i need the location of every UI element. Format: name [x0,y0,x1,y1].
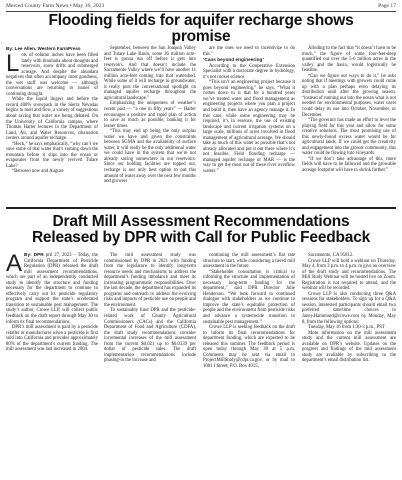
article2-headline-line1: Draft Mill Assessment Recommendations [52,213,350,230]
paragraph: “If we don’t take advantage of this, more fields will have to be fallowed and the growable acreage footprint will have to shrink further.” [302,156,396,174]
paragraph: continuing the mill assessment’s flat rate structure to start, while considering a tiered mill assessment in the future. [203,253,295,270]
paragraph: Crowe LLP will hold a webinar on Thursday, May 4, from 3 p.m. to 4 p.m. to give an overview of the draft study and recommendations. The Mill Study Webinar will be hosted live on Zoom. Registration is not required to attend, and the webinar will be recorded. [302,258,396,292]
paragraph-text: pril 27, 2023 – Today, the California Department of Pesticide Regulation (DPR) released the draft mill assessment recommendations, which are part of an independently conducted study to identify the structure and funding necessary for the department to continue to effectively carry out its pesticide regulatory program and support the state’s accelerated transition to sustainable pest management. The study’s author, Crowe LLP, will collect public feedback on the draft report through May 30 to inform its final recommendations. [6,253,98,325]
article1-column-2 [104,46,196,185]
article1-column-3 [203,46,295,175]
paragraph: More information on the mill assessment study and the current mill assessment are available on DPR’s website. Updates on the progress and findings of the mill assessment study are available by subscribing to the department’s email distribution list. [302,330,396,364]
paragraph: DPR’s mill assessment is paid by a pesticide retailer or manufacturer when a pesticide is first sold into California and provides approximately 80% of the department’s current funding. The mill assessment was last increased in 2004. [6,325,98,353]
paragraph: Crowe LLP is also conducting three Q&A sessions for stakeholders. To sign up for a Q&A session, interested participants should email two preferred date/time choices to Janey.Hammond@crowe.com by Monday, May 8, from the following options: [302,291,396,325]
paragraph: “This isn’t an engineering project because it goes beyond engineering,” he says. “What it comes down to is that for a hundred years we’ve treated water and flood management as engineering projects where you plan a project and build it, then have an agency manage it. In this case, while some engineering may be required, it’s in essence, the use of existing landscape and current irrigation systems on a large scale, millions of acres involved in flood management of agricultural acreage. We should take as much of this water as possible that’s not already allocated and put it out there where it’s not feasible. Field flooding recharge — managed aquifer recharge or MAR — is the way to get the most out of these river overflow waters.” [203,80,295,175]
paragraph: Alluding to the fact that “it doesn’t have to be much,” the figure of some four-feet-deep quantified out over the 5-6 million acres in the valley and the basin, would logistically be feasible. [302,46,396,74]
paragraph: While the liquid lingers and before the record 400% snowpack in the Sierra Nevadas begins to melt and flow, a variety of suggestions about saving that water are being debated. On the University of California campus, where Thomas Harter lectures in the Department of Land, Air, and Water Resources, discussion centers around aquifer recharge. [6,97,98,142]
paragraph [6,250,98,325]
drop-cap: L [6,50,20,77]
paragraph: “Stakeholder consultation is critical to informing the structure and implementation of necessary long-term funding for the department,” said DPR Director Julie Henderson. “We look forward to continued dialogue with stakeholders as we continue to improve the state’s equitable protection of people and the environment from pesticide risks and advance a systemwide transition to sustainable pest management.” [203,269,295,325]
page-number: Page 17 [378,3,396,9]
article1-headline-line1: Flooding fields for aquifer recharge shows [48,12,354,29]
paragraph-text: ots of column inches have been filled lately with brouhaha about droughts and reservoirs, snow drifts and submerged acreage. And despite the abundant negatives that often accompany most goodness, the wet stuff was welcome — although conversations are returning to issues of continuing drought. [6,53,99,97]
paragraph [6,50,99,97]
paragraph: “Between now and August- [12,169,65,175]
paragraph: September, between the San Joaquin Valley and Tulare Lake Basin, some 36 million acre-feet is gonna run off before it gets into reservoirs. And that doesn’t include the Sacramento Valley where we’ll have another 11 million acre-feet coming into that watershed. While some of it will recharge to groundwater, it really puts the conversational spotlight on managed aquifer recharge throughout the agricultural landscape.” [104,46,196,101]
paragraph: According to the Cooperative Extension Specialist with a doctorate degree in hydrology, it’s not rocket science. [203,63,295,80]
article2-column-2 [104,253,196,364]
publication-line: Merced County Farm News • May 16, 2023 [6,3,105,9]
article1-headline [6,13,396,45]
paragraph: Emphasizing the uniqueness of weather’s recent past — “a one in fifty years” — Harter encourages a positive and rapid plan of action to save as much as possible, banking it for leaner times. [104,101,196,129]
article1-column-4 [302,46,396,174]
paragraph: Tuesday, May 16 from 1:30-3 p.m., PST [308,325,385,331]
paragraph: “The governor has made an effort to level the playing field for this year and allow for some creative solutions. The most promising use of this newly-found excess water would be for agricultural lands. If we could get the creativity and engagement into the grower community, this water could be flowing into vineyards. [302,118,396,157]
paragraph: “Heck,” he says emphatically, “why can’t we save some of that water that’s coming down the mountain before it slips into the ocean or evaporates from the newly revived Tulare Lake? [6,141,98,169]
paragraph: Crowe LLP is seeking feedback on the draft to inform its final recommendations for department funding, which are expected to be released this summer. The feedback period is open today through May 30 at 5 p.m. Comments may be sent via email to ProjectMillStudy@cdpr.ca.gov, or by mail to 1001 I Street, P.O. Box 4015, [203,325,295,369]
article1-byline: By: Lee Allen, Western FarmPress [6,46,81,51]
article2-column-1 [6,250,98,353]
section-divider [6,207,396,209]
paragraph: The mill assessment study was commissioned by DPR in 2021 with funding from the legislature to identify long-term resource needs and mechanisms to address the department’s funding imbalance and meet its increasing programmatic responsibilities. Over the last decade, the department has expanded its programs and outreach to address the evolving risks and impacts of pesticide use on people and the environment. [104,253,196,308]
paragraph: Sacramento, CA 95812. [308,253,354,258]
article2-headline [6,214,396,246]
paragraph: To sustainably fund DPR and the pesticide-related work of County Agricultural Commissioners (CACs) and the California Department of Food and Agriculture (CDFA), the draft study recommendations consider incremental increases of the mill assessment from the current $0.021 up to $0.0339 per dollar of pesticide sales. The draft implementation recommendations include phasing-in the increase and [104,308,196,364]
paragraph: “This may end up being the only surplus water we have and given the constraints between SGMA and the availability of surface water, it will really be the only additional water we could have in the system that we’re not already saving somewhere in our reservoirs. Since our holding facilities are topped out, recharge is our only best option to put this amount of water away over the next few months and growers [104,129,196,185]
article2-column-3 [203,253,295,369]
paragraph: are the ones we need to incentivize to do this.” [203,46,295,57]
article2-column-4 [302,253,396,364]
paragraph: ‘Cans beyond engineering’ [203,58,264,64]
article1-column-1 [6,50,99,175]
article1-headline-line2: promise [171,28,231,45]
article2-headline-line2: Released by DPR with Call for Public Feedback [31,229,371,246]
drop-cap: A [6,250,23,277]
paragraph: “Can we figure out ways to do it,” he asks noting that if meetings with growers could come up with a plan perhaps even delaying its distribution until after the growing season. “instead of running out into the ocean what is not needed for environmental purposes, water users could delay its use into October, November, or December. [302,73,396,118]
article2-byline: By: DPR [24,253,46,258]
